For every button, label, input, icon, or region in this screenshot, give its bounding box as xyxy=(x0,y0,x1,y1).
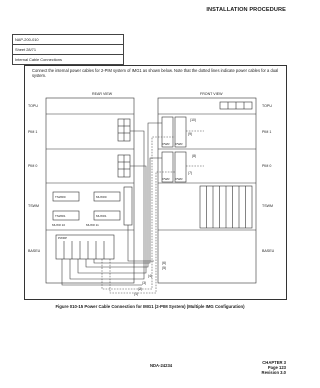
callout-1: (1) xyxy=(134,292,139,296)
muxr0-label: MUXR0 xyxy=(96,195,107,199)
doc-info-nap: NAP-200-010 xyxy=(13,35,123,45)
pwr-label-pim1-a: PWR xyxy=(162,142,170,146)
footer-page-info xyxy=(262,360,286,375)
callout-4: (4) xyxy=(148,274,153,278)
left-label-baseu: BASEU xyxy=(28,249,41,253)
muxr11-label: MUXR 11 xyxy=(86,223,99,227)
right-label-topu: TOPU xyxy=(262,104,272,108)
front-view-label: FRONT VIEW xyxy=(200,92,223,96)
callout-8: (8) xyxy=(192,154,197,158)
right-label-tswm: TSWM xyxy=(262,204,273,208)
front-cabinet xyxy=(158,98,256,283)
left-label-tswm: TSWM xyxy=(28,204,39,208)
muxr10-label: MUXR 10 xyxy=(52,223,66,227)
doc-info-sheet: Sheet 28/71 xyxy=(13,45,123,55)
callout-3: (3) xyxy=(142,281,147,285)
doc-info-table xyxy=(12,34,124,65)
power-cable-diagram xyxy=(24,65,285,298)
callout-10: (10) xyxy=(190,118,197,122)
intro-text: Connect the internal power cables for 2-PIM system of IMG1 as shown below. Note that the dotted lines indicate power cables for a dual system. xyxy=(32,68,279,79)
pwrp-label: PWRP xyxy=(58,236,67,240)
right-label-pim0: PIM 0 xyxy=(262,164,272,168)
footer-chapter: CHAPTER 3 xyxy=(262,360,286,365)
pwr-label-pim0-b: PWR xyxy=(175,177,183,181)
doc-info-subject: Internal Cable Connections xyxy=(15,57,62,62)
header-title: INSTALLATION PROCEDURE xyxy=(206,7,286,13)
left-label-topu: TOPU xyxy=(28,104,38,108)
callout-5: (5) xyxy=(162,266,167,270)
pwr-label-pim1-b: PWR xyxy=(175,142,183,146)
muxr1-label: MUXR1 xyxy=(96,214,107,218)
callout-2: (2) xyxy=(138,287,143,291)
footer-revision: Revision 3.0 xyxy=(261,370,286,375)
left-label-pim1: PIM 1 xyxy=(28,130,38,134)
left-label-pim0: PIM 0 xyxy=(28,164,38,168)
right-label-baseu: BASEU xyxy=(262,249,275,253)
footer-doc-number: NDA-24234 xyxy=(150,363,173,368)
rear-view-label: REAR VIEW xyxy=(92,92,113,96)
tswr1-label: TSWR1 xyxy=(55,214,66,218)
footer-page: Page 123 xyxy=(267,365,286,370)
callout-6: (6) xyxy=(162,261,167,265)
callout-7: (7) xyxy=(188,171,193,175)
right-label-pim1: PIM 1 xyxy=(262,130,272,134)
figure-caption: Figure 010-15 Power Cable Connection for IMG1 (2-PIM System) (Multiple IMG Configuration) xyxy=(55,304,245,309)
pwr-label-pim0-a: PWR xyxy=(162,177,170,181)
tswr0-label: TSWR0 xyxy=(55,195,66,199)
callout-9: (9) xyxy=(188,132,193,136)
